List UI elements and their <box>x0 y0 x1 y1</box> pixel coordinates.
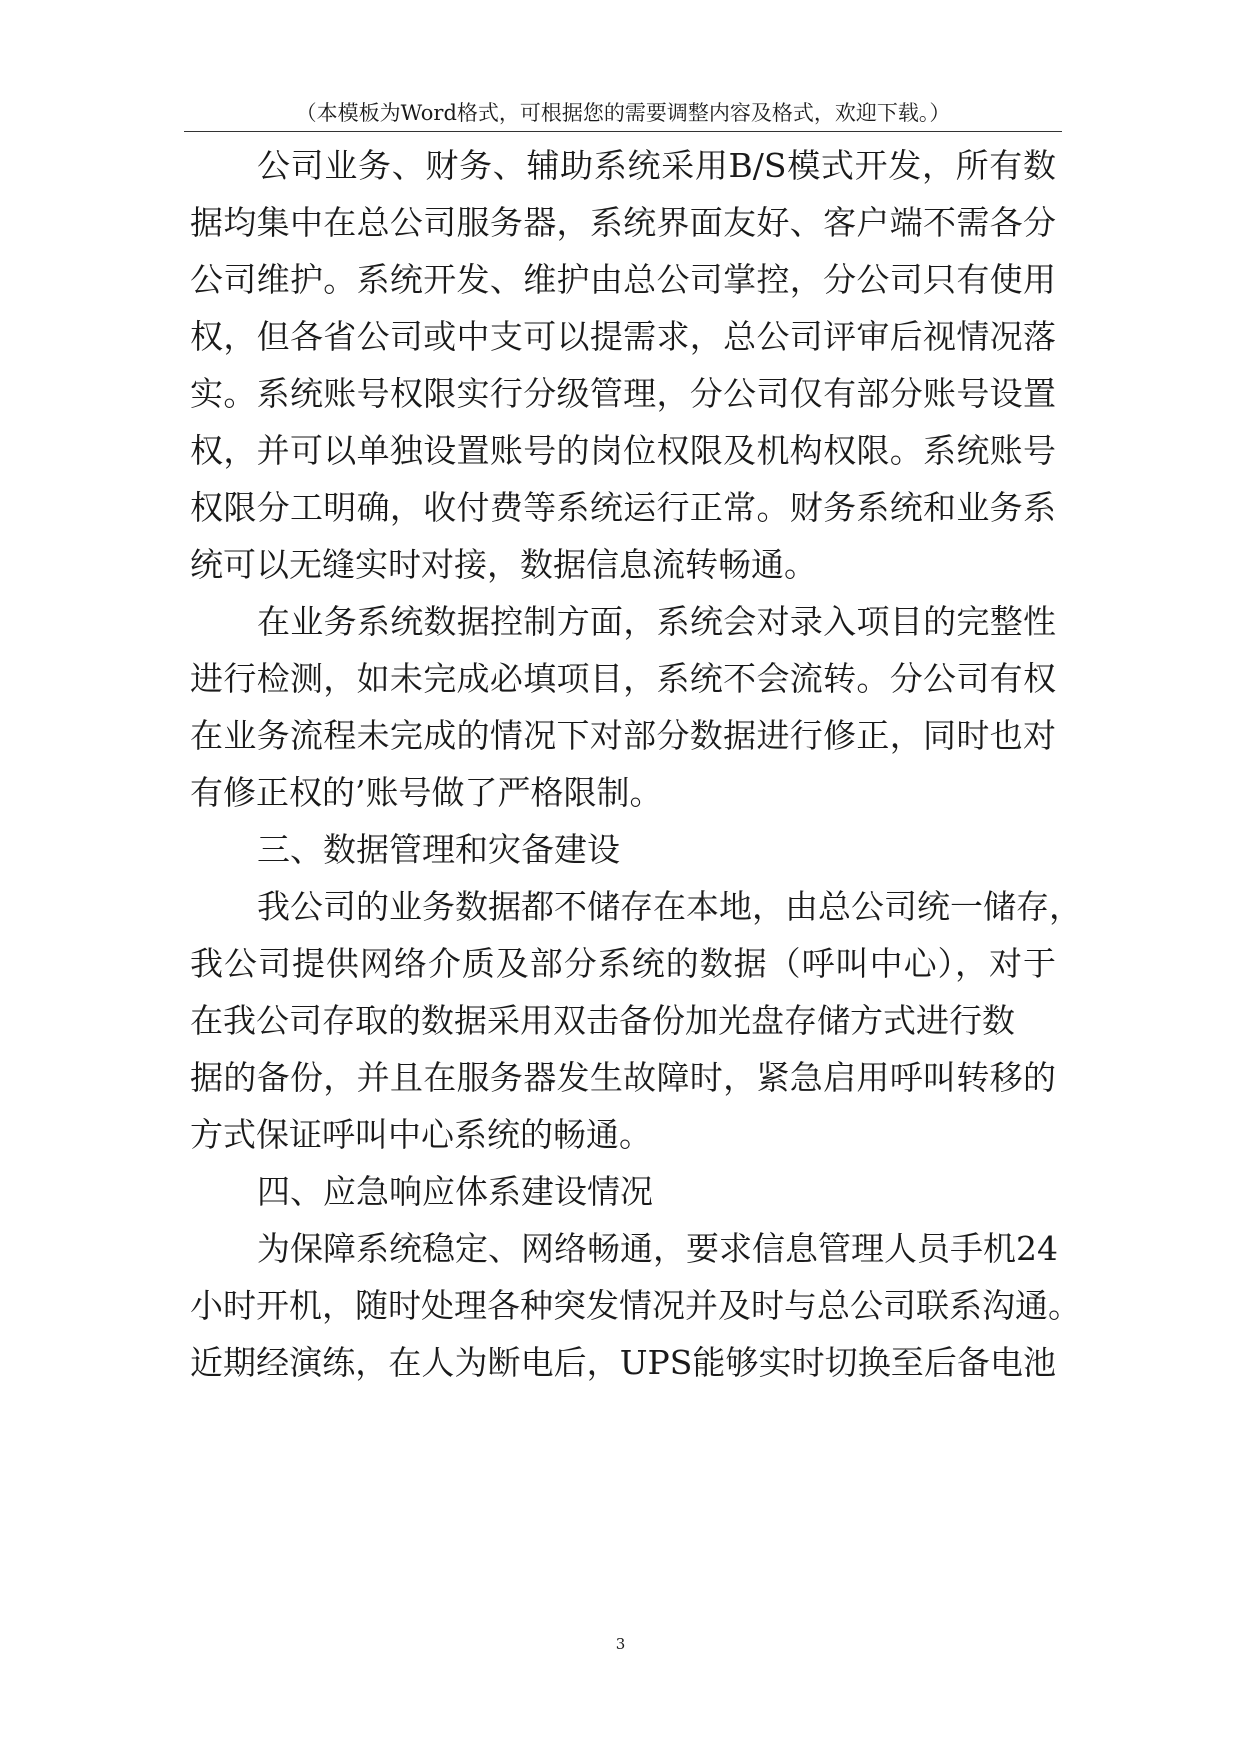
header-divider <box>184 131 1062 132</box>
paragraph-1-line-4: 权，但各省公司或中支可以提需求，总公司评审后视情况落 <box>190 317 1056 356</box>
paragraph-1-line-7: 权限分工明确，收付费等系统运行正常。财务系统和业务系 <box>190 488 1056 527</box>
paragraph-1-line-6: 权，并可以单独设置账号的岗位权限及机构权限。系统账号 <box>190 431 1056 470</box>
paragraph-1-line-3: 公司维护。系统开发、维护由总公司掌控，分公司只有使用 <box>190 260 1056 299</box>
paragraph-2-line-1: 在业务系统数据控制方面，系统会对录入项目的完整性 <box>257 602 1056 641</box>
paragraph-1-line-8: 统可以无缝实时对接，数据信息流转畅通。 <box>190 545 817 584</box>
section-heading-3: 三、数据管理和灾备建设 <box>257 830 620 869</box>
paragraph-4-line-3: 近期经演练，在人为断电后，UPS能够实时切换至后备电池 <box>190 1343 1056 1382</box>
paragraph-1-line-2: 据均集中在总公司服务器，系统界面友好、客户端不需各分 <box>190 203 1056 242</box>
paragraph-3-line-1: 我公司的业务数据都不储存在本地，由总公司统一储存， <box>257 887 1082 926</box>
section-heading-4: 四、应急响应体系建设情况 <box>257 1172 653 1211</box>
paragraph-2-line-2: 进行检测，如未完成必填项目，系统不会流转。分公司有权 <box>190 659 1056 698</box>
paragraph-3-line-5: 方式保证呼叫中心系统的畅通。 <box>190 1115 652 1154</box>
template-header-note: （本模板为Word格式，可根据您的需要调整内容及格式，欢迎下载。） <box>295 101 951 125</box>
paragraph-1-line-5: 实。系统账号权限实行分级管理，分公司仅有部分账号设置 <box>190 374 1056 413</box>
paragraph-4-line-2: 小时开机，随时处理各种突发情况并及时与总公司联系沟通。 <box>190 1286 1081 1325</box>
paragraph-1-line-1: 公司业务、财务、辅助系统采用B/S模式开发，所有数 <box>257 146 1056 185</box>
paragraph-2-line-3: 在业务流程未完成的情况下对部分数据进行修正，同时也对 <box>190 716 1056 755</box>
paragraph-3-line-3: 在我公司存取的数据采用双击备份加光盘存储方式进行数 <box>190 1001 1015 1040</box>
page-number: 3 <box>615 1635 626 1653</box>
paragraph-3-line-2: 我公司提供网络介质及部分系统的数据（呼叫中心），对于 <box>190 944 1056 983</box>
paragraph-4-line-1: 为保障系统稳定、网络畅通，要求信息管理人员手机24 <box>257 1229 1058 1268</box>
paragraph-2-line-4: 有修正权的’账号做了严格限制。 <box>190 773 663 812</box>
paragraph-3-line-4: 据的备份，并且在服务器发生故障时，紧急启用呼叫转移的 <box>190 1058 1056 1097</box>
